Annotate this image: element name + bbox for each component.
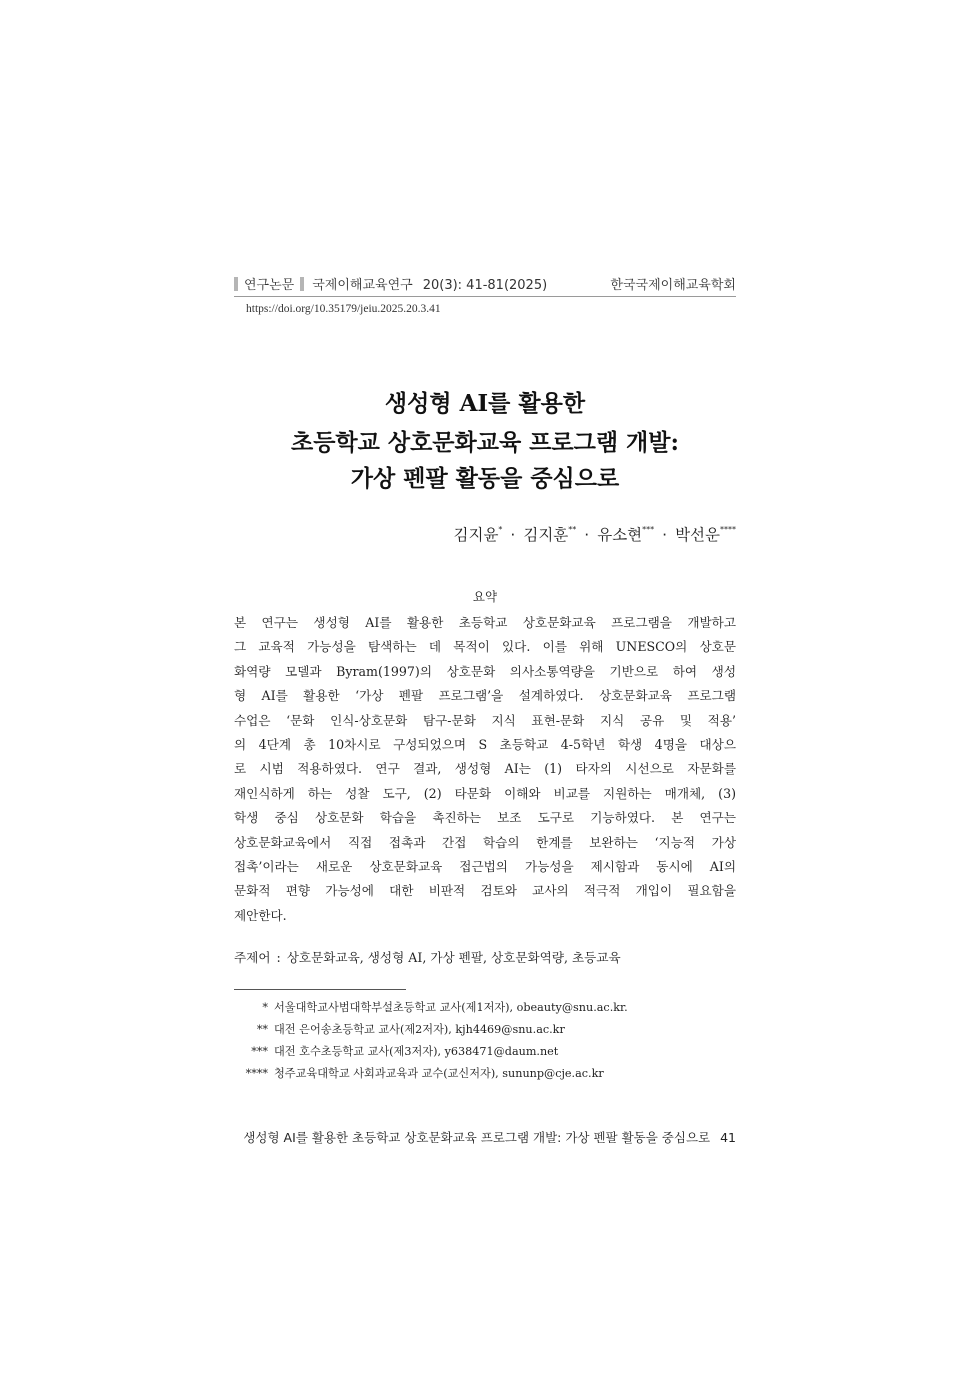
- abstract-line: 로 시범 적용하였다. 연구 결과, 생성형 AI는 (1) 타자의 시선으로 자문화를: [234, 761, 736, 777]
- title-line-1: 생성형 AI를 활용한: [384, 390, 586, 417]
- article-category: 연구논문: [244, 278, 295, 293]
- abstract-line: 상호문화교육에서 직접 접촉과 간접 학습의 한계를 보완하는 ‘지능적 가상: [234, 834, 736, 850]
- author-name: 김지윤: [453, 526, 499, 544]
- keywords-separator: :: [276, 950, 281, 965]
- footnote-text: 서울대학교사범대학부설초등학교 교사(제1저자), obeauty@snu.ac.kr.: [274, 1001, 628, 1014]
- keywords-text: 상호문화교육, 생성형 AI, 가상 펜팔, 상호문화역량, 초등교육: [286, 950, 621, 965]
- doi-link[interactable]: https://doi.org/10.35179/jeiu.2025.20.3.41: [246, 303, 441, 315]
- footnote: [234, 997, 736, 1019]
- author-name: 김지훈: [523, 526, 569, 544]
- abstract-line: 제안한다.: [234, 907, 287, 923]
- author-separator: ·: [662, 526, 668, 544]
- author-mark: **: [568, 525, 577, 534]
- abstract-heading: 요약: [472, 589, 498, 604]
- footnote-mark: ****: [245, 1067, 268, 1080]
- keywords-label: 주제어: [234, 950, 271, 965]
- journal-name: 국제이해교육연구: [312, 278, 413, 293]
- footnote-text: 청주교육대학교 사회과교육과 교수(교신저자), sununp@cje.ac.kr: [274, 1067, 604, 1080]
- footnote: [234, 1063, 736, 1085]
- abstract-line: 재인식하게 하는 성찰 도구, (2) 타문화 이해와 비교를 지원하는 매개체, (3): [234, 785, 736, 801]
- abstract-line: 그 교육적 가능성을 탐색하는 데 목적이 있다. 이를 위해 UNESCO의 상호문: [234, 639, 736, 655]
- society-name: 한국국제이해교육학회: [610, 278, 736, 293]
- author-name: 박선운: [675, 526, 720, 544]
- footnote-divider: [234, 989, 406, 990]
- footnotes: [234, 997, 736, 1085]
- header-left: [234, 274, 547, 293]
- abstract-line: 학생 중심 상호문화 학습을 촉진하는 보조 도구로 기능하였다. 본 연구는: [234, 810, 736, 826]
- footnote-mark: *: [262, 1001, 268, 1014]
- volume-pages: 20(3): 41-81(2025): [422, 278, 548, 293]
- author-separator: ·: [584, 526, 590, 544]
- abstract-line: 본 연구는 생성형 AI를 활용한 초등학교 상호문화교육 프로그램을 개발하고: [234, 615, 736, 630]
- header-bar-marker: [300, 277, 304, 291]
- abstract-line: 형 AI를 활용한 ‘가상 펜팔 프로그램’을 설계하였다. 상호문화교육 프로그램: [234, 688, 736, 704]
- abstract-line: 화역량 모델과 Byram(1997)의 상호문화 의사소통역량을 기반으로 하여 생성: [234, 663, 736, 679]
- author-separator: ·: [510, 526, 516, 544]
- abstract-line: 의 4단계 총 10차시로 구성되었으며 S 초등학교 4-5학년 학생 4명을 대상으: [234, 736, 736, 752]
- abstract-line: 문화적 편향 가능성에 대한 비판적 검토와 교사의 적극적 개입이 필요함을: [234, 883, 736, 899]
- keywords: [234, 947, 736, 966]
- footnote-text: 대전 은어송초등학교 교사(제2저자), kjh4469@snu.ac.kr: [274, 1023, 565, 1036]
- author-mark: ****: [720, 525, 736, 534]
- author-mark: *: [498, 525, 503, 534]
- running-title: 생성형 AI를 활용한 초등학교 상호문화교육 프로그램 개발: 가상 펜팔 활동을 중심으로: [243, 1130, 711, 1145]
- title-line-3: 가상 펜팔 활동을 중심으로: [350, 465, 620, 492]
- abstract-line: 수업은 ‘문화 인식-상호문화 탐구-문화 지식 표현-문화 지식 공유 및 적용’: [234, 712, 736, 728]
- header-bar-marker: [234, 277, 238, 291]
- abstract-line: 접촉’이라는 새로운 상호문화교육 접근법의 가능성을 제시함과 동시에 AI의: [234, 858, 736, 874]
- footnote-mark: **: [256, 1023, 268, 1036]
- title-line-2: 초등학교 상호문화교육 프로그램 개발:: [290, 429, 679, 456]
- footnote-mark: ***: [251, 1045, 268, 1058]
- journal-header: [234, 274, 736, 297]
- footnote: [234, 1041, 736, 1063]
- abstract-body: [234, 611, 736, 928]
- page-footer: [234, 1128, 736, 1146]
- page-number: 41: [720, 1130, 736, 1145]
- footnote-text: 대전 호수초등학교 교사(제3저자), y638471@daum.net: [274, 1045, 559, 1058]
- footnote: [234, 1019, 736, 1041]
- author-name: 유소현: [597, 526, 643, 544]
- author-list: [454, 523, 737, 545]
- author-mark: ***: [642, 525, 655, 534]
